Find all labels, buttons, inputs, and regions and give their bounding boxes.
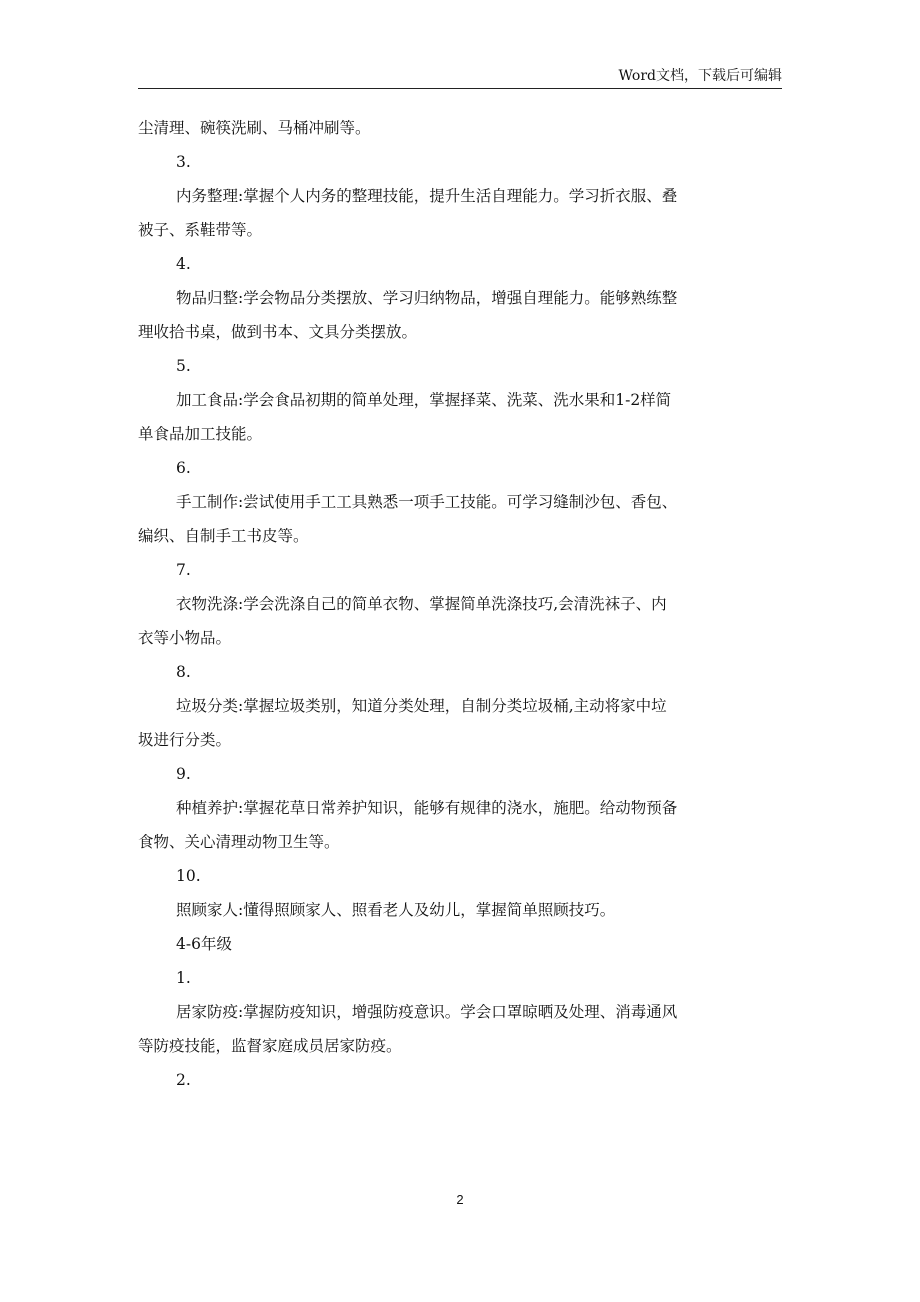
paragraph [138, 179, 782, 247]
paragraph-line: 内务整理:掌握个人内务的整理技能，提升生活自理能力。学习折衣服、叠 [176, 187, 678, 205]
paragraph [138, 349, 782, 383]
paragraph [138, 553, 782, 587]
paragraph-line: 被子、系鞋带等。 [138, 221, 263, 239]
paragraph-line: 衣等小物品。 [138, 629, 232, 647]
paragraph-line: 2. [176, 1071, 191, 1089]
paragraph [138, 587, 782, 655]
paragraph [138, 927, 782, 961]
paragraph-line: 9. [176, 765, 191, 783]
paragraph-line: 加工食品:学会食品初期的简单处理，掌握择菜、洗菜、洗水果和1-2样简 [176, 391, 672, 409]
paragraph [138, 485, 782, 553]
paragraph [138, 995, 782, 1063]
paragraph-line: 4-6年级 [176, 935, 232, 953]
paragraph-line: 衣物洗涤:学会洗涤自己的简单衣物、掌握简单洗涤技巧,会清洗袜子、内 [176, 595, 667, 613]
paragraph-line: 单食品加工技能。 [138, 425, 263, 443]
document-body [138, 111, 782, 1097]
page-header: Word文档，下载后可编辑 [618, 68, 782, 84]
paragraph-line: 等防疫技能，监督家庭成员居家防疫。 [138, 1037, 402, 1055]
paragraph-line: 7. [176, 561, 191, 579]
paragraph [138, 247, 782, 281]
paragraph [138, 383, 782, 451]
paragraph-line: 8. [176, 663, 191, 681]
paragraph-line: 种植养护:掌握花草日常养护知识，能够有规律的浇水，施肥。给动物预备 [176, 799, 678, 817]
paragraph-line: 6. [176, 459, 191, 477]
paragraph-line: 食物、关心清理动物卫生等。 [138, 833, 340, 851]
paragraph [138, 791, 782, 859]
paragraph-line: 理收拾书桌，做到书本、文具分类摆放。 [138, 323, 418, 341]
header-divider [138, 88, 782, 89]
paragraph [138, 111, 782, 145]
paragraph [138, 1063, 782, 1097]
paragraph-line: 4. [176, 255, 191, 273]
paragraph-line: 居家防疫:掌握防疫知识，增强防疫意识。学会口罩晾晒及处理、消毒通风 [176, 1003, 678, 1021]
paragraph-line: 手工制作:尝试使用手工工具熟悉一项手工技能。可学习缝制沙包、香包、 [176, 493, 678, 511]
paragraph [138, 757, 782, 791]
paragraph [138, 655, 782, 689]
paragraph [138, 451, 782, 485]
paragraph [138, 281, 782, 349]
paragraph-line: 照顾家人:懂得照顾家人、照看老人及幼儿，掌握简单照顾技巧。 [176, 901, 616, 919]
paragraph-line: 物品归整:学会物品分类摆放、学习归纳物品，增强自理能力。能够熟练整 [176, 289, 678, 307]
paragraph-line: 1. [176, 969, 191, 987]
paragraph-line: 10. [176, 867, 201, 885]
page-number: 2 [456, 1192, 464, 1207]
paragraph [138, 859, 782, 893]
paragraph-line: 垃圾分类:掌握垃圾类别，知道分类处理，自制分类垃圾桶,主动将家中垃 [176, 697, 667, 715]
paragraph [138, 145, 782, 179]
paragraph [138, 689, 782, 757]
paragraph-line: 圾进行分类。 [138, 731, 232, 749]
paragraph-line: 3. [176, 153, 191, 171]
paragraph-line: 尘清理、碗筷洗刷、马桶冲刷等。 [138, 119, 371, 137]
paragraph-line: 5. [176, 357, 191, 375]
paragraph [138, 961, 782, 995]
paragraph-line: 编织、自制手工书皮等。 [138, 527, 309, 545]
paragraph [138, 893, 782, 927]
